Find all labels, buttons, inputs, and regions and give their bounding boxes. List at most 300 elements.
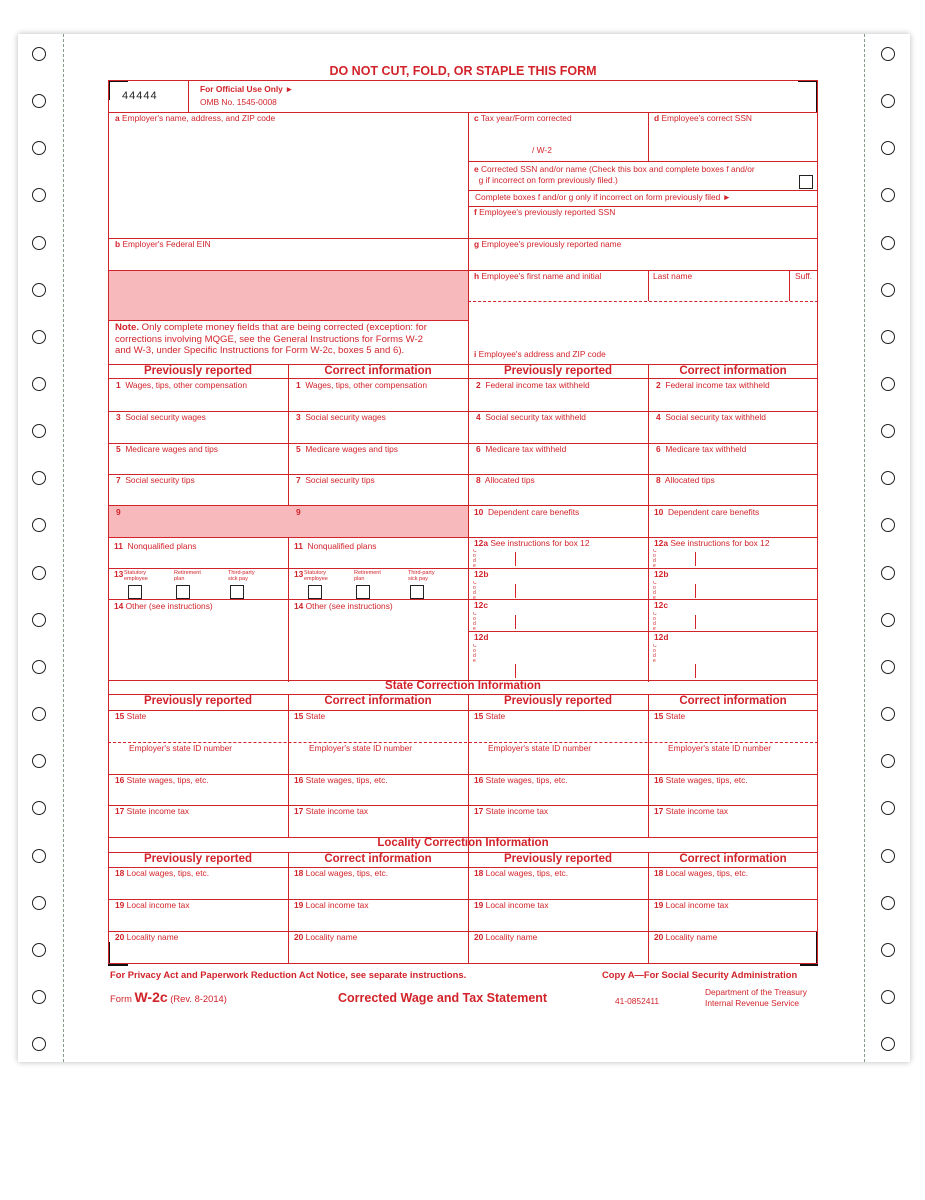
thirdparty-label: Third-party sick pay xyxy=(228,570,255,582)
feed-hole xyxy=(881,707,895,721)
box-text: State xyxy=(485,711,506,721)
col-header-correct: Correct information xyxy=(679,365,787,377)
box-6-correct xyxy=(656,445,746,454)
state-section-title: State Correction Information xyxy=(385,680,541,692)
box-number: 18 xyxy=(474,868,484,878)
feed-hole xyxy=(32,801,46,815)
box-number: 2 xyxy=(476,380,481,390)
box-20-prev xyxy=(474,933,537,942)
box-text: State wages, tips, etc. xyxy=(305,775,388,785)
revision-date: (Rev. 8-2014) xyxy=(170,993,227,1004)
box-d-label xyxy=(654,114,752,123)
box-e-text: g if incorrect on form previously filed.) xyxy=(478,174,618,185)
box-number: 19 xyxy=(115,900,125,910)
rule xyxy=(188,80,189,112)
box-b-label xyxy=(115,240,211,249)
box-19-prev xyxy=(115,901,190,910)
rule xyxy=(288,694,289,837)
note-line: and W-3, under Specific Instructions for Form W-2c, boxes 5 and 6). xyxy=(115,345,405,356)
agency-line: Internal Revenue Service xyxy=(705,998,800,1008)
box-text: Social security tax withheld xyxy=(665,412,766,422)
feed-hole xyxy=(32,330,46,344)
box-number: 4 xyxy=(476,412,481,422)
box-1-prev xyxy=(116,381,247,390)
box-text: Local income tax xyxy=(665,900,729,910)
rule xyxy=(108,568,818,569)
box-19-correct xyxy=(654,901,729,910)
box-text: State xyxy=(305,711,326,721)
box-letter: c xyxy=(474,113,479,123)
box-15-prev xyxy=(115,712,146,721)
box-number: 6 xyxy=(656,444,661,454)
box-11-prev xyxy=(114,542,196,551)
box-letter: h xyxy=(474,271,480,281)
box-text: Nonqualified plans xyxy=(127,541,197,551)
copy-a-label: Copy A—For Social Security Administration xyxy=(602,969,798,980)
box-text: Local wages, tips, etc. xyxy=(485,868,569,878)
rule xyxy=(468,190,818,191)
box-c-label xyxy=(474,114,572,123)
box-text: Nonqualified plans xyxy=(307,541,377,551)
feed-hole xyxy=(32,566,46,580)
feed-hole xyxy=(881,518,895,532)
box-text: Dependent care benefits xyxy=(667,507,760,517)
box-number: 12a xyxy=(654,538,668,548)
box-13-correct: 13 xyxy=(294,569,304,579)
retirement-label: Retirement plan xyxy=(354,570,381,582)
box-3-correct xyxy=(296,413,386,422)
box-19-correct xyxy=(294,901,369,910)
retirement-checkbox[interactable] xyxy=(176,585,190,599)
box-16-prev xyxy=(115,776,209,785)
feed-hole xyxy=(881,896,895,910)
box-letter: e xyxy=(474,164,479,174)
box-number: 3 xyxy=(296,412,301,422)
box-text: Local wages, tips, etc. xyxy=(126,868,210,878)
box-12b-prev: 12b xyxy=(474,569,489,579)
box-number: 15 xyxy=(115,711,125,721)
corner-mark xyxy=(800,932,818,966)
form-name xyxy=(110,990,227,1005)
box-number: 15 xyxy=(294,711,304,721)
feed-hole xyxy=(32,283,46,297)
locality-section-title: Locality Correction Information xyxy=(377,837,549,849)
box-5-correct xyxy=(296,445,398,454)
feed-hole xyxy=(881,236,895,250)
box-number: 7 xyxy=(296,475,301,485)
feed-hole xyxy=(881,943,895,957)
col-header-prev: Previously reported xyxy=(143,695,252,707)
rule xyxy=(108,80,818,81)
box-12b-correct: 12b xyxy=(654,569,669,579)
box-text: State income tax xyxy=(305,806,369,816)
state-id-label: Employer's state ID number xyxy=(668,743,772,753)
note-line: Only complete money fields that are being corrected (exception: for xyxy=(138,322,427,333)
thirdparty-label: Third-party sick pay xyxy=(408,570,435,582)
box-text: See instructions for box 12 xyxy=(490,538,590,548)
box-number: 5 xyxy=(116,444,121,454)
box-20-correct xyxy=(294,933,357,942)
box-text: Local income tax xyxy=(126,900,190,910)
state-id-label: Employer's state ID number xyxy=(129,743,233,753)
feed-hole xyxy=(32,47,46,61)
suffix-label: Suff. xyxy=(795,271,813,281)
statutory-label: Statutory employee xyxy=(124,570,148,582)
box-number: 3 xyxy=(116,412,121,422)
box-text: Social security wages xyxy=(305,412,386,422)
box-letter: d xyxy=(654,113,660,123)
rule xyxy=(468,161,818,162)
code-divider xyxy=(515,584,516,598)
note-text xyxy=(115,322,467,357)
box-letter: f xyxy=(474,207,477,217)
box-text: Wages, tips, other compensation xyxy=(305,380,427,390)
box-text: Social security wages xyxy=(125,412,206,422)
feed-hole xyxy=(32,141,46,155)
box-1-correct xyxy=(296,381,427,390)
box-number: 16 xyxy=(294,775,304,785)
feed-hole xyxy=(32,518,46,532)
code-marker: C o d e xyxy=(473,581,477,599)
col-header-prev: Previously reported xyxy=(143,853,252,865)
box-number: 15 xyxy=(474,711,484,721)
rule xyxy=(648,112,649,161)
feed-hole xyxy=(881,188,895,202)
box-8-prev xyxy=(476,476,535,485)
box-number: 10 xyxy=(474,507,484,517)
box-number: 18 xyxy=(294,868,304,878)
feed-hole xyxy=(32,236,46,250)
feed-hole xyxy=(881,283,895,297)
feed-hole xyxy=(881,377,895,391)
box-17-prev xyxy=(474,807,548,816)
box-10-prev xyxy=(474,508,579,517)
box-20-correct xyxy=(654,933,717,942)
box-text: State income tax xyxy=(665,806,729,816)
box-number: 20 xyxy=(115,932,125,942)
box-13-prev: 13 xyxy=(114,569,124,579)
box-f-text: Employee's previously reported SSN xyxy=(479,207,616,217)
rule xyxy=(108,320,468,321)
box-17-correct xyxy=(654,807,728,816)
box-4-prev xyxy=(476,413,586,422)
corrected-ssn-checkbox[interactable] xyxy=(799,175,813,189)
box-a-label xyxy=(115,114,275,123)
box-text: Local income tax xyxy=(305,900,369,910)
feed-hole xyxy=(32,754,46,768)
banner-do-not-cut: DO NOT CUT, FOLD, OR STAPLE THIS FORM xyxy=(329,64,597,78)
box-17-prev xyxy=(115,807,189,816)
code-divider xyxy=(695,664,696,678)
box-i-label xyxy=(474,350,606,359)
box-text: Wages, tips, other compensation xyxy=(125,380,247,390)
feed-hole xyxy=(881,660,895,674)
box-number: 4 xyxy=(656,412,661,422)
box-number: 11 xyxy=(294,541,303,551)
rule xyxy=(108,378,818,379)
rule xyxy=(108,599,468,600)
left-perforation xyxy=(63,34,64,1062)
code-marker: C o d e xyxy=(653,549,657,569)
state-id-label: Employer's state ID number xyxy=(488,743,592,753)
box-9-prev: 9 xyxy=(116,507,121,517)
feed-hole xyxy=(32,896,46,910)
rule xyxy=(817,80,818,964)
box-number: 17 xyxy=(474,806,484,816)
box-f-label xyxy=(474,208,615,217)
col-header-prev: Previously reported xyxy=(143,365,252,377)
box-11-correct xyxy=(294,542,376,551)
box-c-text: Tax year/Form corrected xyxy=(480,113,572,123)
box-number: 5 xyxy=(296,444,301,454)
box-number: 6 xyxy=(476,444,481,454)
code-marker: C o d e xyxy=(473,612,477,630)
box-6-prev xyxy=(476,445,566,454)
box-number: 7 xyxy=(116,475,121,485)
feed-hole xyxy=(881,471,895,485)
retirement-label: Retirement plan xyxy=(174,570,201,582)
note-lead: Note. xyxy=(115,322,139,333)
feed-hole xyxy=(32,94,46,108)
box-g-text: Employee's previously reported name xyxy=(481,239,622,249)
feed-hole xyxy=(32,660,46,674)
state-id-label: Employer's state ID number xyxy=(309,743,413,753)
box-number: 18 xyxy=(654,868,664,878)
continuous-form-sheet xyxy=(18,34,910,1062)
box-number: 18 xyxy=(115,868,125,878)
box-text: Locality name xyxy=(485,932,538,942)
box-number: 1 xyxy=(116,380,121,390)
box-text: Allocated tips xyxy=(484,475,535,485)
thirdparty-checkbox[interactable] xyxy=(230,585,244,599)
official-use-label: For Official Use Only ► xyxy=(200,84,294,94)
box-number: 17 xyxy=(294,806,304,816)
fg-instruction: Complete boxes f and/or g only if incorrect on form previously filed ► xyxy=(475,192,731,202)
box-18-prev xyxy=(474,869,568,878)
box-number: 10 xyxy=(654,507,664,517)
box-text: Medicare wages and tips xyxy=(305,444,398,454)
box-i-text: Employee's address and ZIP code xyxy=(478,349,606,359)
box-3-prev xyxy=(116,413,206,422)
rule xyxy=(648,270,649,301)
code-marker: C o d e xyxy=(653,581,657,599)
corner-mark xyxy=(798,80,818,112)
box-4-correct xyxy=(656,413,766,422)
box-text: State xyxy=(665,711,686,721)
box-7-prev xyxy=(116,476,195,485)
feed-hole xyxy=(881,754,895,768)
col-header-prev: Previously reported xyxy=(503,365,612,377)
box-5-prev xyxy=(116,445,218,454)
code-marker: C o d e xyxy=(653,612,657,630)
col-header-prev: Previously reported xyxy=(503,695,612,707)
box-15-prev xyxy=(474,712,505,721)
box-text: Medicare tax withheld xyxy=(485,444,567,454)
feed-hole xyxy=(881,566,895,580)
feed-hole xyxy=(32,188,46,202)
code-marker: C o d e xyxy=(653,644,657,664)
box-18-correct xyxy=(294,869,388,878)
rule xyxy=(789,270,790,301)
box-number: 17 xyxy=(654,806,664,816)
box-number: 20 xyxy=(654,932,664,942)
box-text: State xyxy=(126,711,147,721)
box-text: State income tax xyxy=(485,806,549,816)
box-18-correct xyxy=(654,869,748,878)
box-text: Medicare tax withheld xyxy=(665,444,747,454)
form-code: 44444 xyxy=(122,90,158,102)
box-2-correct xyxy=(656,381,770,390)
box-number: 20 xyxy=(474,932,484,942)
box-g-label xyxy=(474,240,621,249)
feed-hole xyxy=(881,330,895,344)
box-number: 1 xyxy=(296,380,301,390)
right-perforation xyxy=(864,34,865,1062)
rule xyxy=(468,694,469,964)
box-h-text: Employee's first name and initial xyxy=(481,271,602,281)
feed-hole xyxy=(881,1037,895,1051)
box-8-correct xyxy=(656,476,715,485)
rule xyxy=(468,112,469,682)
feed-hole xyxy=(32,943,46,957)
feed-hole xyxy=(881,47,895,61)
box-text: Federal income tax withheld xyxy=(665,380,770,390)
box-number: 14 xyxy=(114,601,124,611)
shaded-area xyxy=(109,271,468,320)
feed-hole xyxy=(32,613,46,627)
last-name-label: Last name xyxy=(653,271,693,281)
box-14-correct xyxy=(294,602,393,611)
col-header-correct: Correct information xyxy=(679,853,787,865)
box-number: 14 xyxy=(294,601,304,611)
box-text: Local wages, tips, etc. xyxy=(305,868,389,878)
code-marker: C o d e xyxy=(473,644,477,664)
box-text: Dependent care benefits xyxy=(487,507,580,517)
box-19-prev xyxy=(474,901,549,910)
catalog-number: 41-0852411 xyxy=(615,996,660,1006)
statutory-label: Statutory employee xyxy=(304,570,328,582)
box-number: 17 xyxy=(115,806,125,816)
department-line: Department of the Treasury xyxy=(705,987,807,997)
rule xyxy=(648,852,649,964)
box-number: 16 xyxy=(115,775,125,785)
box-10-correct xyxy=(654,508,759,517)
box-12d-prev: 12d xyxy=(474,632,489,642)
box-letter: b xyxy=(115,239,121,249)
box-text: Social security tips xyxy=(305,475,375,485)
col-header-correct: Correct information xyxy=(324,695,432,707)
col-header-correct: Correct information xyxy=(324,365,432,377)
box-number: 16 xyxy=(654,775,664,785)
box-h-label xyxy=(474,272,601,281)
col-header-correct: Correct information xyxy=(324,853,432,865)
box-d-text: Employee's correct SSN xyxy=(661,113,752,123)
box-text: State income tax xyxy=(126,806,190,816)
retirement-checkbox[interactable] xyxy=(356,585,370,599)
box-c-value: / W-2 xyxy=(532,145,552,155)
box-12a-correct xyxy=(654,539,769,548)
box-text: Other (see instructions) xyxy=(125,601,213,611)
omb-number: OMB No. 1545-0008 xyxy=(200,97,277,107)
box-text: State wages, tips, etc. xyxy=(485,775,568,785)
form-title: Corrected Wage and Tax Statement xyxy=(338,991,548,1005)
code-divider xyxy=(695,552,696,566)
box-text: Local income tax xyxy=(485,900,549,910)
code-divider xyxy=(695,615,696,629)
code-divider xyxy=(515,552,516,566)
privacy-notice: For Privacy Act and Paperwork Reduction Act Notice, see separate instructions. xyxy=(110,969,467,980)
dotted-rule xyxy=(468,301,818,302)
box-number: 15 xyxy=(654,711,664,721)
box-a-text: Employer's name, address, and ZIP code xyxy=(122,113,276,123)
box-12c-correct: 12c xyxy=(654,600,668,610)
feed-hole xyxy=(881,801,895,815)
form-word: Form xyxy=(110,993,132,1004)
box-20-prev xyxy=(115,933,178,942)
box-15-correct xyxy=(294,712,325,721)
box-letter: a xyxy=(115,113,120,123)
feed-hole xyxy=(32,990,46,1004)
box-number: 11 xyxy=(114,541,123,551)
feed-hole xyxy=(881,94,895,108)
box-number: 19 xyxy=(474,900,484,910)
feed-hole xyxy=(32,707,46,721)
box-text: Locality name xyxy=(305,932,358,942)
box-text: Other (see instructions) xyxy=(305,601,393,611)
feed-hole xyxy=(32,377,46,391)
box-text: Locality name xyxy=(126,932,179,942)
box-18-prev xyxy=(115,869,209,878)
rule xyxy=(468,599,818,600)
box-17-correct xyxy=(294,807,368,816)
box-text: State wages, tips, etc. xyxy=(126,775,209,785)
box-14-prev xyxy=(114,602,213,611)
box-number: 12a xyxy=(474,538,488,548)
box-2-prev xyxy=(476,381,590,390)
box-number: 19 xyxy=(294,900,304,910)
box-text: Social security tips xyxy=(125,475,195,485)
thirdparty-checkbox[interactable] xyxy=(410,585,424,599)
box-text: Federal income tax withheld xyxy=(485,380,590,390)
feed-hole xyxy=(32,424,46,438)
box-text: See instructions for box 12 xyxy=(670,538,770,548)
box-letter: g xyxy=(474,239,480,249)
feed-hole xyxy=(32,849,46,863)
feed-hole xyxy=(881,613,895,627)
statutory-checkbox[interactable] xyxy=(128,585,142,599)
code-divider xyxy=(695,584,696,598)
box-9-shaded xyxy=(109,506,468,537)
box-number: 8 xyxy=(656,475,661,485)
rule xyxy=(108,710,818,711)
box-text: Social security tax withheld xyxy=(485,412,586,422)
col-header-prev: Previously reported xyxy=(503,853,612,865)
col-header-correct: Correct information xyxy=(679,695,787,707)
box-text: Medicare wages and tips xyxy=(125,444,218,454)
statutory-checkbox[interactable] xyxy=(308,585,322,599)
box-7-correct xyxy=(296,476,375,485)
feed-hole xyxy=(32,1037,46,1051)
box-9-correct: 9 xyxy=(296,507,301,517)
box-text: Local wages, tips, etc. xyxy=(665,868,749,878)
box-number: 8 xyxy=(476,475,481,485)
feed-hole xyxy=(881,990,895,1004)
box-number: 2 xyxy=(656,380,661,390)
box-text: Locality name xyxy=(665,932,718,942)
box-16-correct xyxy=(294,776,388,785)
rule xyxy=(648,694,649,837)
box-text: Allocated tips xyxy=(664,475,715,485)
